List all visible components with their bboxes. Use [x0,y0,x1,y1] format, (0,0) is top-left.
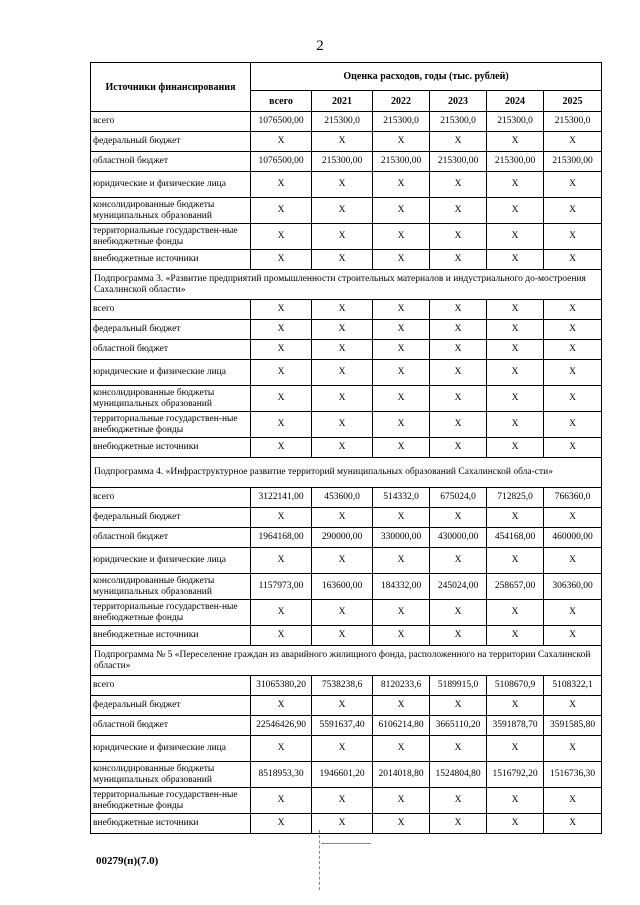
table-cell: X [544,438,602,458]
row-label: консолидированные бюджеты муниципальных образований [91,386,251,412]
row-label: федеральный бюджет [91,508,251,528]
table-row [91,340,602,360]
table-cell: X [373,626,430,646]
table-cell: X [544,300,602,320]
row-label: областной бюджет [91,152,251,172]
table-row [91,172,602,198]
table-cell: X [373,736,430,762]
table-cell: 1076500,00 [251,112,312,132]
table-cell: X [373,412,430,438]
table-cell: 1964168,00 [251,528,312,548]
table-cell: X [430,340,487,360]
table-cell: 3591878,70 [487,716,544,736]
table-cell: X [544,412,602,438]
table-cell: 3122141,00 [251,488,312,508]
column-header: 2022 [373,91,430,112]
table-cell: 31065380,20 [251,676,312,696]
table-cell: X [430,814,487,834]
table-cell: X [312,626,373,646]
table-cell: 5189915,0 [430,676,487,696]
table-cell: X [487,250,544,270]
column-header: 2023 [430,91,487,112]
table-cell: 215300,0 [430,112,487,132]
table-cell: X [487,340,544,360]
table-cell: 215300,00 [487,152,544,172]
table-cell: 3665110,20 [430,716,487,736]
table-cell: 1524804,80 [430,762,487,788]
table-cell: X [312,736,373,762]
table-cell: X [487,438,544,458]
table-cell: X [312,300,373,320]
row-label: территориальные государствен-ные внебюджетные фонды [91,224,251,250]
table-cell: 5108322,1 [544,676,602,696]
table-row [91,224,602,250]
table-cell: X [544,600,602,626]
table-cell: X [312,438,373,458]
table-cell: X [430,600,487,626]
row-label: всего [91,488,251,508]
table-cell: X [544,386,602,412]
table-cell: 453600,0 [312,488,373,508]
fold-mark [321,843,371,844]
fold-line [319,830,321,890]
table-cell: X [373,600,430,626]
table-cell: X [251,198,312,224]
table-cell: 184332,00 [373,574,430,600]
table-cell: X [251,814,312,834]
table-cell: 1076500,00 [251,152,312,172]
page-number: 2 [316,38,324,54]
table-cell: X [312,198,373,224]
table-row [91,112,602,132]
table-row [91,762,602,788]
subprogram-title: Подпрограмма 3. «Развитие предприятий промышленности строительных материалов и индустриального до-мостроения Сахалинской области» [91,270,602,300]
table-cell: X [312,320,373,340]
table-cell: X [544,696,602,716]
table-cell: 7538238,6 [312,676,373,696]
table-cell: X [312,360,373,386]
table-cell: X [487,736,544,762]
table-cell: X [373,386,430,412]
row-label: всего [91,112,251,132]
table-cell: X [430,548,487,574]
document-code: 00279(п)(7.0) [96,855,159,867]
table-cell: 8518953,30 [251,762,312,788]
column-header: 2025 [544,91,602,112]
table-row [91,600,602,626]
table-cell: X [251,788,312,814]
table-cell: 1157973,00 [251,574,312,600]
table-cell: X [373,788,430,814]
table-cell: X [373,548,430,574]
table-cell: X [430,224,487,250]
table-cell: 1516792,20 [487,762,544,788]
table-row [91,386,602,412]
table-cell: X [312,340,373,360]
table-cell: X [373,172,430,198]
table-row [91,488,602,508]
table-cell: X [487,198,544,224]
table-cell: 215300,0 [373,112,430,132]
row-label: областной бюджет [91,340,251,360]
table-cell: X [544,172,602,198]
table-cell: X [430,300,487,320]
table-cell: X [544,626,602,646]
financing-table [90,62,602,834]
table-row [91,198,602,224]
table-cell: X [430,736,487,762]
row-label: консолидированные бюджеты муниципальных образований [91,198,251,224]
table-cell: X [251,386,312,412]
row-label: внебюджетные источники [91,438,251,458]
table-cell: 258657,00 [487,574,544,600]
row-label: консолидированные бюджеты муниципальных образований [91,762,251,788]
subprogram-title: Подпрограмма 4. «Инфраструктурное развитие территорий муниципальных образований Сахалинской обла-сти» [91,458,602,488]
table-cell: X [251,736,312,762]
table-cell: X [312,386,373,412]
table-row [91,132,602,152]
table-cell: X [430,198,487,224]
table-cell: X [373,340,430,360]
table-cell: X [373,360,430,386]
table-cell: X [544,788,602,814]
row-label: внебюджетные источники [91,626,251,646]
row-label: юридические и физические лица [91,360,251,386]
table-cell: X [312,508,373,528]
table-cell: X [430,320,487,340]
table-cell: 460000,00 [544,528,602,548]
table-cell: X [373,224,430,250]
table-cell: 215300,00 [373,152,430,172]
table-row [91,626,602,646]
table-cell: X [487,626,544,646]
table-cell: X [251,300,312,320]
column-header: 2021 [312,91,373,112]
row-label: территориальные государствен-ные внебюджетные фонды [91,412,251,438]
row-label: внебюджетные источники [91,814,251,834]
table-row [91,152,602,172]
row-label: областной бюджет [91,716,251,736]
table-cell: X [544,814,602,834]
table-cell: 6106214,80 [373,716,430,736]
table-cell: X [487,172,544,198]
table-cell: X [487,320,544,340]
table-cell: X [312,172,373,198]
table-cell: 215300,00 [544,152,602,172]
table-cell: X [430,172,487,198]
table-cell: 330000,00 [373,528,430,548]
table-cell: 675024,0 [430,488,487,508]
table-cell: X [430,250,487,270]
table-row [91,814,602,834]
row-label: федеральный бюджет [91,132,251,152]
table-cell: 5108670,9 [487,676,544,696]
row-label: юридические и физические лица [91,172,251,198]
table-cell: X [430,626,487,646]
table-cell: X [430,788,487,814]
table-cell: X [430,132,487,152]
table-cell: X [430,438,487,458]
row-label: территориальные государствен-ные внебюджетные фонды [91,600,251,626]
table-row [91,438,602,458]
row-label: юридические и физические лица [91,736,251,762]
table-cell: X [430,696,487,716]
table-cell: 306360,00 [544,574,602,600]
table-cell: X [312,696,373,716]
table-row [91,508,602,528]
table-cell: X [373,132,430,152]
table-cell: X [312,600,373,626]
table-cell: X [251,250,312,270]
table-cell: X [373,198,430,224]
table-cell: X [251,224,312,250]
table-cell: X [251,626,312,646]
table-cell: X [487,412,544,438]
subprogram-title: Подпрограмма № 5 «Переселение граждан из аварийного жилищного фонда, расположенного на территории Сахалинской области» [91,646,602,676]
table-cell: 766360,0 [544,488,602,508]
table-cell: X [487,600,544,626]
table-row [91,574,602,600]
table-cell: X [312,224,373,250]
table-cell: X [373,300,430,320]
table-cell: X [312,412,373,438]
table-cell: X [487,386,544,412]
table-cell: X [544,132,602,152]
table-cell: 215300,00 [430,152,487,172]
table-cell: 245024,00 [430,574,487,600]
table-cell: 454168,00 [487,528,544,548]
row-label: всего [91,676,251,696]
table-cell: 514332,0 [373,488,430,508]
table-row [91,360,602,386]
table-cell: X [373,320,430,340]
table-cell: X [544,736,602,762]
estimate-header: Оценка расходов, годы (тыс. рублей) [251,63,602,91]
table-cell: X [251,360,312,386]
table-cell: 712825,0 [487,488,544,508]
table-cell: X [487,300,544,320]
table-cell: X [312,250,373,270]
row-label: юридические и физические лица [91,548,251,574]
table-cell: X [487,548,544,574]
table-cell: X [544,198,602,224]
table-cell: 5591637,40 [312,716,373,736]
table-cell: X [487,788,544,814]
table-cell: X [251,438,312,458]
table-cell: X [251,548,312,574]
column-header: 2024 [487,91,544,112]
table-cell: X [487,696,544,716]
table-row [91,736,602,762]
table-cell: X [487,224,544,250]
table-cell: 3591585,80 [544,716,602,736]
table-row [91,300,602,320]
table-row [91,788,602,814]
table-row [91,716,602,736]
table-cell: 215300,0 [544,112,602,132]
table-cell: X [487,132,544,152]
table-cell: X [544,250,602,270]
table-cell: X [251,696,312,716]
row-label: всего [91,300,251,320]
table-cell: X [544,320,602,340]
row-label: федеральный бюджет [91,320,251,340]
table-row [91,412,602,438]
table-cell: X [312,132,373,152]
row-label: областной бюджет [91,528,251,548]
table-cell: X [251,172,312,198]
row-label: территориальные государствен-ные внебюджетные фонды [91,788,251,814]
table-row [91,528,602,548]
table-cell: X [373,508,430,528]
table-cell: X [251,320,312,340]
table-cell: 2014018,80 [373,762,430,788]
table-cell: X [312,814,373,834]
table-cell: 290000,00 [312,528,373,548]
table-cell: X [251,600,312,626]
table-cell: X [544,508,602,528]
table-cell: X [251,412,312,438]
table-cell: 8120233,6 [373,676,430,696]
table-cell: 22546426,90 [251,716,312,736]
table-cell: X [373,250,430,270]
table-cell: X [251,132,312,152]
column-header: всего [251,91,312,112]
table-cell: 1946601,20 [312,762,373,788]
table-cell: X [251,340,312,360]
table-cell: X [373,438,430,458]
table-row [91,320,602,340]
row-label: консолидированные бюджеты муниципальных образований [91,574,251,600]
table-cell: 430000,00 [430,528,487,548]
row-label: федеральный бюджет [91,696,251,716]
table-cell: X [544,360,602,386]
table-cell: X [373,814,430,834]
table-cell: X [430,386,487,412]
table-cell: 215300,0 [312,112,373,132]
table-cell: X [312,548,373,574]
table-row [91,676,602,696]
table-cell: X [544,340,602,360]
table-cell: X [312,788,373,814]
table-cell: X [430,412,487,438]
table-cell: 215300,00 [312,152,373,172]
table-cell: 163600,00 [312,574,373,600]
table-cell: X [544,548,602,574]
table-cell: X [251,508,312,528]
table-cell: 1516736,30 [544,762,602,788]
table-cell: X [487,508,544,528]
table-cell: X [487,814,544,834]
table-cell: X [544,224,602,250]
table-row [91,696,602,716]
row-label: внебюджетные источники [91,250,251,270]
table-cell: X [373,696,430,716]
sources-header: Источники финансирования [91,63,251,112]
table-row [91,548,602,574]
table-cell: X [487,360,544,386]
table-cell: X [430,508,487,528]
table-cell: X [430,360,487,386]
table-row [91,250,602,270]
table-cell: 215300,0 [487,112,544,132]
